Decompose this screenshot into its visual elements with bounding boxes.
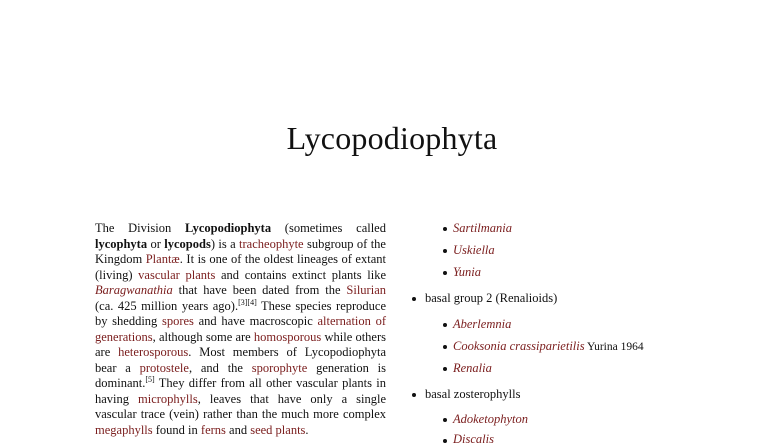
bullet-icon <box>443 271 447 275</box>
text: , although some are <box>152 329 254 344</box>
link-spores[interactable]: spores <box>161 314 194 328</box>
text: (ca. 425 million years ago). <box>95 298 239 313</box>
text: . Most members of Lycopodiophyta bear a <box>95 345 386 375</box>
link-tracheophyte[interactable]: tracheophyte <box>239 236 304 251</box>
link-megaphylls[interactable]: megaphylls <box>95 422 153 437</box>
bullet-icon <box>443 249 447 253</box>
link-aberlemnia[interactable]: Aberlemnia <box>453 317 512 331</box>
link-seed-plants[interactable]: seed plants <box>250 422 306 437</box>
citation[interactable]: [5] <box>145 374 155 384</box>
text: . <box>305 422 309 437</box>
cooksonia-entry <box>453 339 644 354</box>
link-sporophyte[interactable]: sporophyte <box>251 360 308 375</box>
group-label-zosterophylls: basal zosterophylls <box>425 387 521 401</box>
author-citation: Yurina 1964 <box>584 341 644 353</box>
text: and <box>225 422 251 437</box>
link-renalia[interactable]: Renalia <box>453 361 492 375</box>
page-title: Lycopodiophyta <box>286 120 498 156</box>
bullet-icon <box>412 393 416 397</box>
text: , and the <box>188 360 252 375</box>
link-homosporous[interactable]: homosporous <box>253 329 322 344</box>
text: while others are <box>95 329 387 359</box>
bold-term: lycopods <box>164 236 211 251</box>
bullet-icon <box>443 439 447 443</box>
bullet-icon <box>443 418 447 422</box>
text: (sometimes called <box>271 221 386 235</box>
text: These species reproduce by shedding <box>95 298 387 328</box>
text: found in <box>152 422 201 437</box>
bullet-icon <box>443 345 447 349</box>
link-baragwanathia[interactable]: Baragwanathia <box>95 283 173 297</box>
text: generation is dominant. <box>95 360 386 390</box>
citation[interactable]: [3][4] <box>238 297 257 307</box>
text: ) is a <box>210 236 240 251</box>
text: subgroup of the Kingdom <box>95 236 386 266</box>
text: that have been dated from the <box>172 283 347 297</box>
text: The Division <box>95 221 185 235</box>
link-cooksonia[interactable]: Cooksonia crassiparietilis <box>453 339 585 353</box>
link-sartilmania[interactable]: Sartilmania <box>453 221 513 235</box>
text: . It is one of the oldest lineages of extant (living) <box>95 252 386 282</box>
link-heterosporous[interactable]: heterosporous <box>118 345 189 359</box>
group-label-renalioids: basal group 2 (Renalioids) <box>425 291 558 305</box>
link-protostele[interactable]: protostele <box>139 360 189 375</box>
link-discalis[interactable]: Discalis <box>453 432 494 446</box>
link-plantae[interactable]: Plantæ <box>145 252 180 266</box>
bullet-icon <box>443 323 447 327</box>
link-vascular-plants[interactable]: vascular plants <box>138 267 216 282</box>
bullet-icon <box>443 367 447 371</box>
link-uskiella[interactable]: Uskiella <box>453 243 495 257</box>
text: or <box>147 236 165 251</box>
link-silurian[interactable]: Silurian <box>346 283 386 297</box>
text: , leaves that have only a single vascular trace (vein) rather than the much more complex <box>95 391 386 421</box>
link-yunia[interactable]: Yunia <box>453 265 482 279</box>
intro-paragraph <box>95 221 386 438</box>
bullet-icon <box>443 227 447 231</box>
link-adoketophyton[interactable]: Adoketophyton <box>453 412 528 426</box>
text: They differ from all other vascular plants in having <box>95 376 386 406</box>
bold-term: Lycopodiophyta <box>184 221 272 235</box>
text: and have macroscopic <box>193 314 318 328</box>
bullet-icon <box>412 297 416 301</box>
link-ferns[interactable]: ferns <box>200 422 226 437</box>
article-body <box>95 221 386 438</box>
text: and contains extinct plants like <box>215 267 386 282</box>
bold-term: lycophyta <box>95 236 148 251</box>
link-microphylls[interactable]: microphylls <box>138 391 198 406</box>
link-alternation-of-generations[interactable]: alternation of generations <box>95 314 386 344</box>
